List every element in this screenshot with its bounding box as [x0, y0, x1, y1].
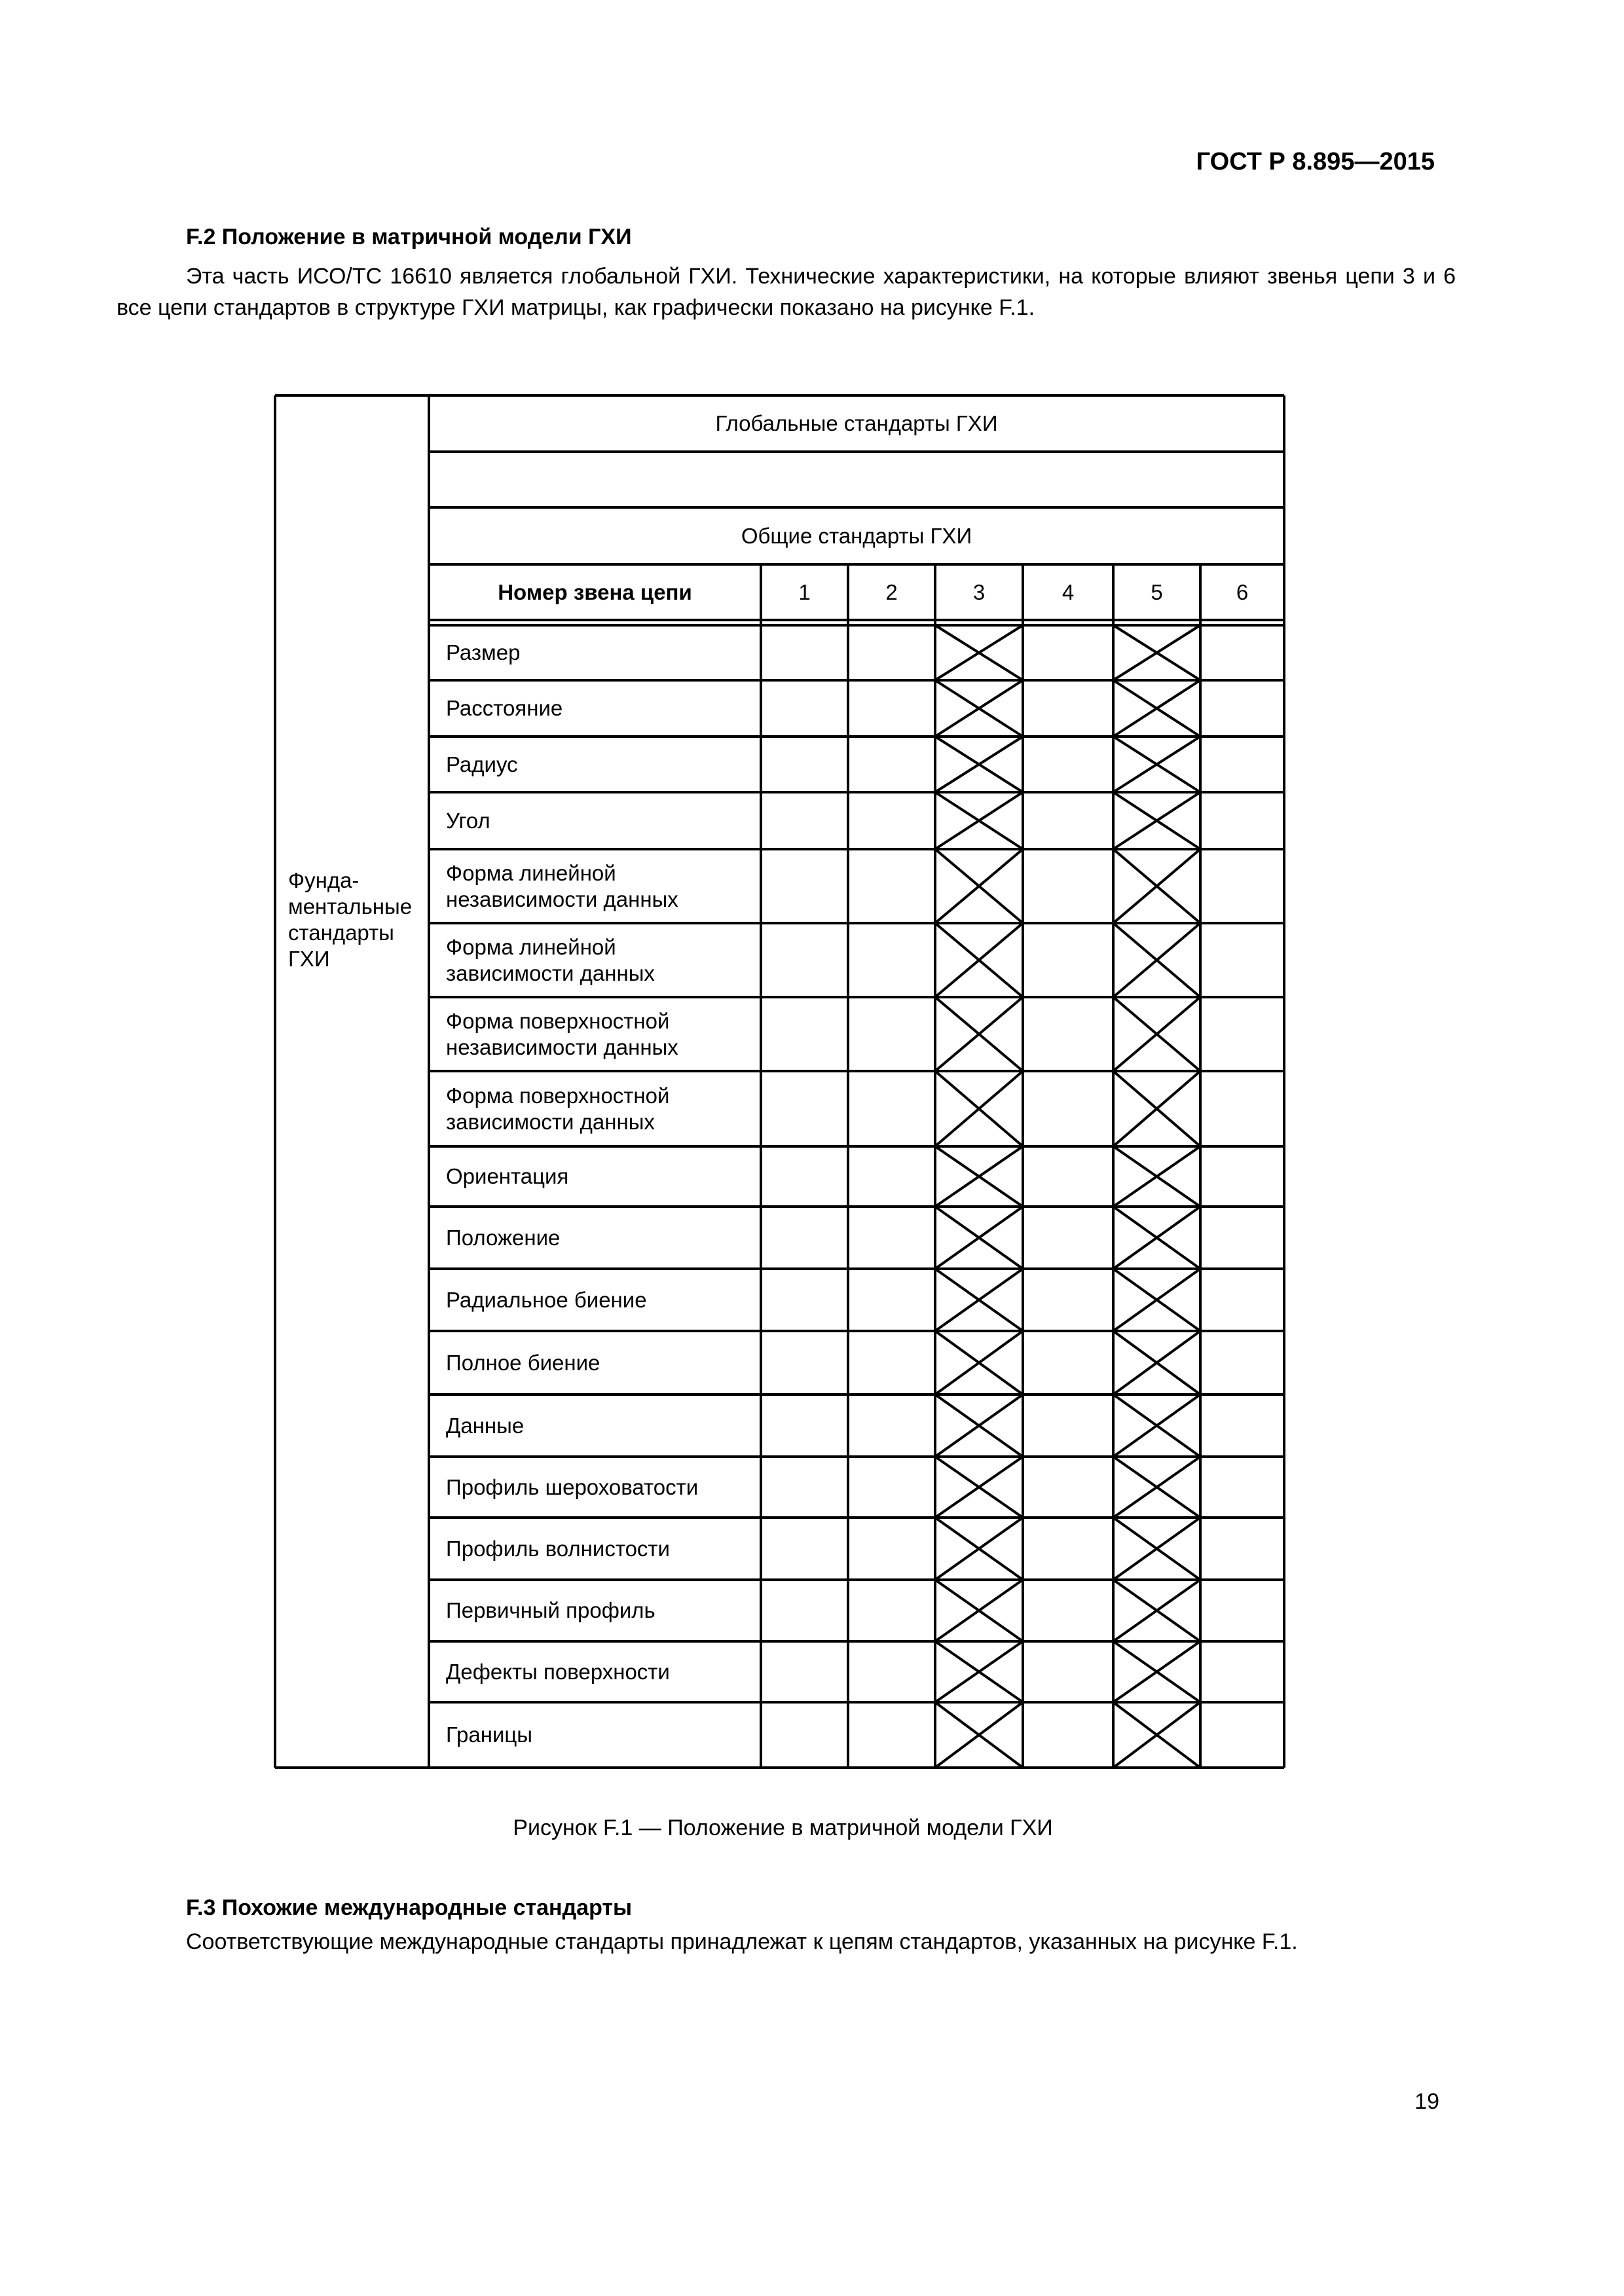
section-f2-title: F.2 Положение в матричной модели ГХИ: [186, 225, 632, 249]
row-label: Радиальное биение: [446, 1287, 647, 1312]
chain-number-1: 1: [798, 579, 811, 604]
row-label: Ориентация: [446, 1164, 569, 1188]
section-f2-paragraph: Эта часть ИСО/ТС 16610 является глобальной ГХИ. Технические характеристики, на которые влияют звенья цепи 3 и 6 все цепи стандартов в структуре ГХИ матрицы, как графически показано на рисунке F.1.: [117, 264, 1456, 321]
row-label: Профиль шероховатости: [446, 1474, 699, 1499]
row-label: Расстояние: [446, 696, 563, 720]
row-label: Профиль волнистости: [446, 1536, 670, 1561]
page-number: 19: [1414, 2089, 1439, 2114]
row-label: Первичный профиль: [446, 1598, 655, 1622]
row-label: Данные: [446, 1413, 525, 1438]
row-label: Размер: [446, 640, 521, 665]
row-label: Дефекты поверхности: [446, 1659, 670, 1684]
figure-caption: Рисунок F.1 — Положение в матричной модели ГХИ: [513, 1815, 1053, 1840]
row-label: Положение: [446, 1225, 561, 1250]
chain-number-6: 6: [1236, 579, 1249, 604]
row-label: Угол: [446, 808, 490, 833]
general-standards-label: Общие стандарты ГХИ: [741, 523, 972, 548]
fundamental-standards-label: Фунда- ментальные стандарты ГХИ: [288, 868, 413, 971]
chain-number-header: Номер звена цепи: [498, 579, 692, 604]
row-label: Границы: [446, 1722, 532, 1747]
section-f3-text: Соответствующие международные стандарты принадлежат к цепям стандартов, указанных на рисунке F.1.: [186, 1929, 1298, 1954]
document-code: ГОСТ Р 8.895—2015: [1196, 148, 1435, 175]
row-label: Радиус: [446, 752, 518, 776]
chain-number-2: 2: [885, 579, 898, 604]
row-label: Форма поверхностной зависимости данных: [446, 1083, 670, 1134]
chain-number-4: 4: [1061, 579, 1075, 604]
row-label: Полное биение: [446, 1350, 600, 1375]
chain-number-3: 3: [972, 579, 986, 604]
chain-number-5: 5: [1151, 579, 1163, 604]
global-standards-label: Глобальные стандарты ГХИ: [715, 411, 998, 435]
row-label: Форма линейной зависимости данных: [446, 934, 655, 985]
row-label: Форма линейной независимости данных: [446, 860, 678, 911]
row-label: Форма поверхностной независимости данных: [446, 1008, 678, 1059]
section-f3-title: F.3 Похожие международные стандарты: [186, 1895, 633, 1920]
